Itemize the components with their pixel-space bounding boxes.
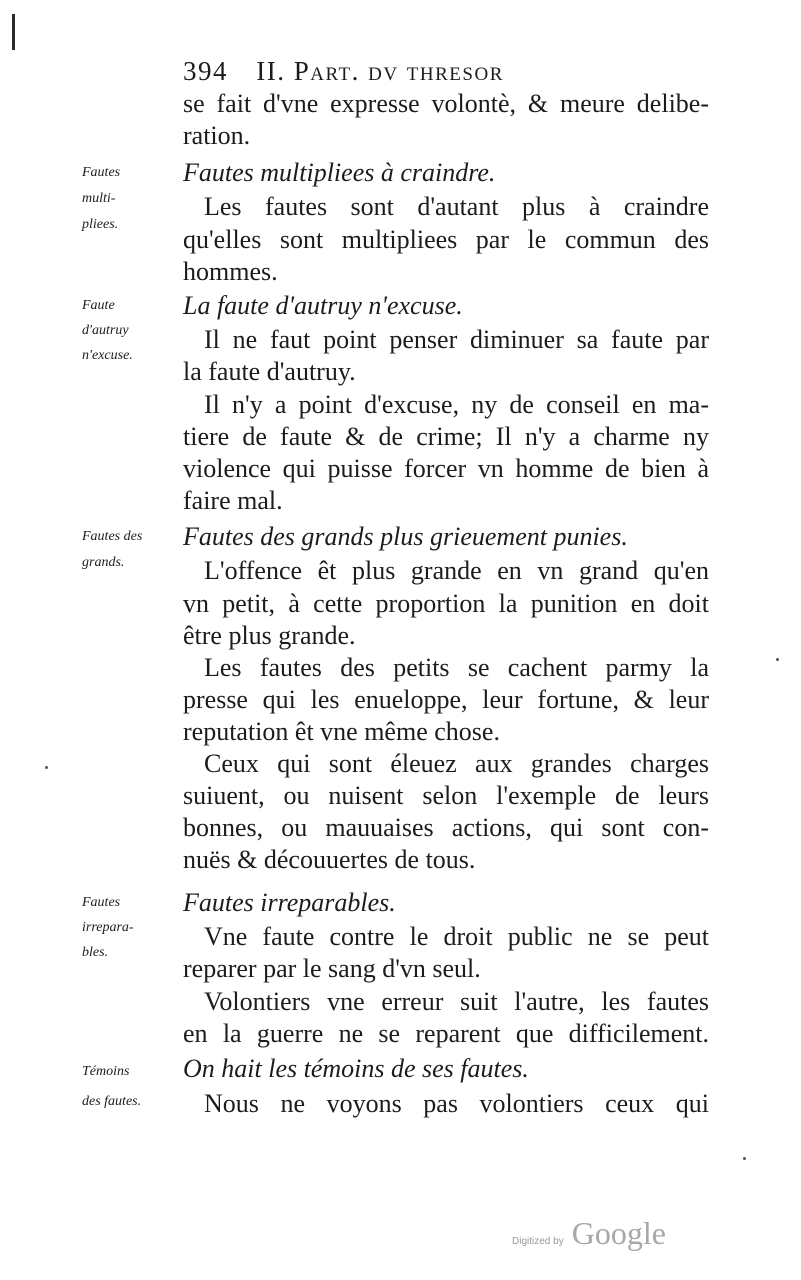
- section-heading: Fautes des grands plus grieuement punies.: [183, 522, 628, 551]
- text-line: ration.: [183, 121, 251, 150]
- section-heading: Fautes multipliees à craindre.: [183, 158, 496, 187]
- text-line: en la guerre ne se reparent que difficilement.: [183, 1019, 709, 1048]
- running-title: II. Part. dv thresor: [256, 56, 504, 86]
- section-heading: On hait les témoins de ses fautes.: [183, 1054, 529, 1083]
- text-line: suiuent, ou nuisent selon l'exemple de leurs: [183, 781, 709, 810]
- text-line: tiere de faute & de crime; Il n'y a charme ny: [183, 422, 709, 451]
- text-line: L'offence êt plus grande en vn grand qu'en: [204, 556, 709, 585]
- text-line: la faute d'autruy.: [183, 357, 356, 386]
- text-line: violence qui puisse forcer vn homme de bien à: [183, 454, 709, 483]
- text-line: Il n'y a point d'excuse, ny de conseil en ma-: [204, 390, 709, 419]
- margin-note: n'excuse.: [82, 348, 133, 363]
- text-line: Volontiers vne erreur suit l'autre, les fautes: [204, 987, 709, 1016]
- text-line: Les fautes des petits se cachent parmy la: [204, 653, 709, 682]
- margin-note: pliees.: [82, 217, 119, 232]
- text-line: faire mal.: [183, 486, 283, 515]
- margin-note: Fautes: [82, 165, 121, 180]
- text-line: nuës & découuertes de tous.: [183, 845, 476, 874]
- text-line: Il ne faut point penser diminuer sa faute par: [204, 325, 709, 354]
- margin-note: d'autruy: [82, 323, 129, 338]
- text-line: Nous ne voyons pas volontiers ceux qui: [204, 1089, 709, 1118]
- text-line: reparer par le sang d'vn seul.: [183, 954, 481, 983]
- text-line: presse qui les enueloppe, leur fortune, & leur: [183, 685, 709, 714]
- margin-note: bles.: [82, 945, 109, 960]
- digitized-watermark: [512, 1215, 666, 1252]
- page-number: 394: [183, 56, 228, 86]
- margin-note: Fautes: [82, 895, 121, 910]
- page-edge-mark: [12, 14, 15, 50]
- margin-note: Fautes des: [82, 529, 143, 544]
- margin-note: Faute: [82, 298, 115, 313]
- margin-note: Témoins: [82, 1064, 130, 1079]
- text-line: se fait d'vne expresse volontè, & meure delibe-: [183, 89, 709, 118]
- running-header: [183, 56, 504, 87]
- speck: [776, 658, 779, 661]
- google-logo: Google: [571, 1215, 666, 1251]
- text-line: Les fautes sont d'autant plus à craindre: [204, 192, 709, 221]
- text-line: qu'elles sont multipliees par le commun des: [183, 225, 709, 254]
- section-heading: Fautes irreparables.: [183, 888, 396, 917]
- margin-note: des fautes.: [82, 1094, 142, 1109]
- margin-note: grands.: [82, 555, 125, 570]
- watermark-prefix: Digitized by: [512, 1236, 564, 1247]
- text-line: bonnes, ou mauuaises actions, qui sont con-: [183, 813, 709, 842]
- text-line: vn petit, à cette proportion la punition en doit: [183, 589, 709, 618]
- text-line: Ceux qui sont éleuez aux grandes charges: [204, 749, 709, 778]
- speck: [45, 766, 48, 769]
- speck: [743, 1157, 746, 1160]
- text-line: reputation êt vne même chose.: [183, 717, 500, 746]
- section-heading: La faute d'autruy n'excuse.: [183, 291, 463, 320]
- text-line: être plus grande.: [183, 621, 356, 650]
- margin-note: irrepara-: [82, 920, 134, 935]
- text-line: Vne faute contre le droit public ne se peut: [204, 922, 709, 951]
- margin-note: multi-: [82, 191, 116, 206]
- text-line: hommes.: [183, 257, 278, 286]
